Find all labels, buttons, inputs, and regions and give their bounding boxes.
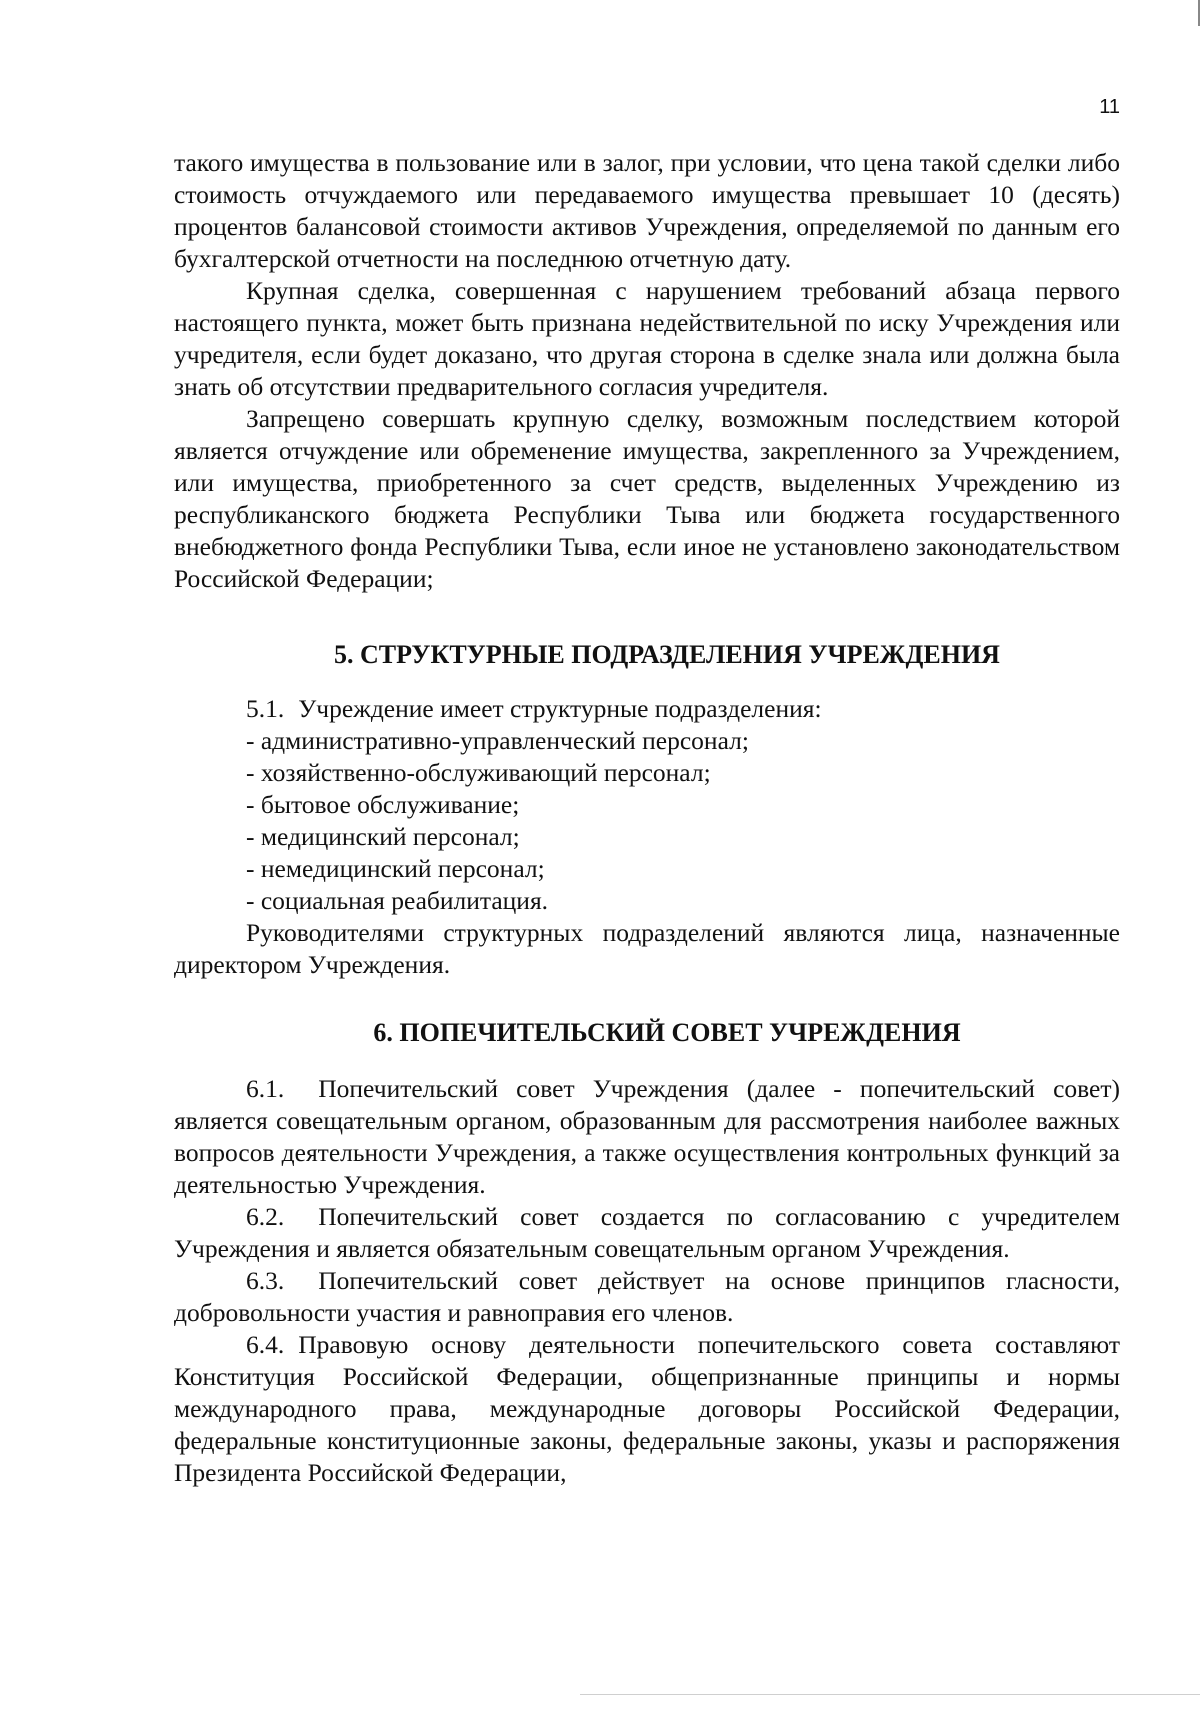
item-6-2 [174,1201,1120,1265]
item-6-1 [174,1073,1120,1201]
list-item: - бытовое обслуживание; [246,790,520,819]
paragraph-unit-heads: Руководителями структурных подразделений являются лица, назначенные директором Учреждения. [174,918,1120,979]
paragraph-property-transfer: такого имущества в пользование или в залог, при условии, что цена такой сделки либо стоимость отчуждаемого или передаваемого имущества превышает 10 (десять) процентов балансовой стоимости активов Учреждения, определяемой по данным его бухгалтерской отчетности на последнюю отчетную дату. [174,148,1120,273]
page-number: 11 [1099,96,1120,118]
document-body [174,147,1120,1489]
item-6-3-text: Попечительский совет действует на основе принципов гласности, добровольности участия и равноправия его членов. [174,1266,1120,1327]
list-item: - административно-управленческий персонал; [246,726,749,755]
item-6-4 [174,1329,1120,1489]
item-6-2-text: Попечительский совет создается по согласованию с учредителем Учреждения и является обязательным совещательным органом Учреждения. [174,1202,1120,1263]
list-item: - медицинский персонал; [246,822,520,851]
list-item: - хозяйственно-обслуживающий персонал; [246,758,711,787]
section-6-heading: 6. ПОПЕЧИТЕЛЬСКИЙ СОВЕТ УЧРЕЖДЕНИЯ [373,1018,961,1047]
list-item: - немедицинский персонал; [246,854,545,883]
item-5-1-number: 5.1. [246,694,285,723]
list-item: - социальная реабилитация. [246,886,549,915]
item-6-3-number: 6.3. [246,1266,285,1295]
structural-units-list [174,725,1120,917]
paragraph-invalid-transaction: Крупная сделка, совершенная с нарушением требований абзаца первого настоящего пункта, может быть признана недействительной по иску Учреждения или учредителя, если будет доказано, что другая сторона в сделке знала или должна была знать об отсутствии предварительного согласия учредителя. [174,276,1120,401]
item-5-1-text: Учреждение имеет структурные подразделения: [298,694,822,723]
item-5-1 [174,693,1120,725]
item-6-4-number: 6.4. [246,1330,285,1359]
item-6-1-number: 6.1. [246,1074,285,1103]
scan-bottom-edge [580,1694,1200,1695]
item-6-2-number: 6.2. [246,1202,285,1231]
section-5-heading: 5. СТРУКТУРНЫЕ ПОДРАЗДЕЛЕНИЯ УЧРЕЖДЕНИЯ [334,640,1000,669]
item-6-1-text: Попечительский совет Учреждения (далее - попечительский совет) является совещательным органом, образованным для рассмотрения наиболее важных вопросов деятельности Учреждения, а также осуществления контрольных функций за деятельностью Учреждения. [174,1074,1120,1199]
item-6-4-text: Правовую основу деятельности попечительского совета составляют Конституция Российской Федерации, общепризнанные принципы и нормы международного права, международные договоры Российской Федерации, федеральные конституционные законы, федеральные законы, указы и распоряжения Президента Российской Федерации, [174,1330,1120,1487]
paragraph-prohibited-transaction: Запрещено совершать крупную сделку, возможным последствием которой является отчуждение или обременение имущества, закрепленного за Учреждением, или имущества, приобретенного за счет средств, выделенных Учреждению из республиканского бюджета Республики Тыва или бюджета государственного внебюджетного фонда Республики Тыва, если иное не установлено законодательством Российской Федерации; [174,404,1120,593]
item-6-3 [174,1265,1120,1329]
